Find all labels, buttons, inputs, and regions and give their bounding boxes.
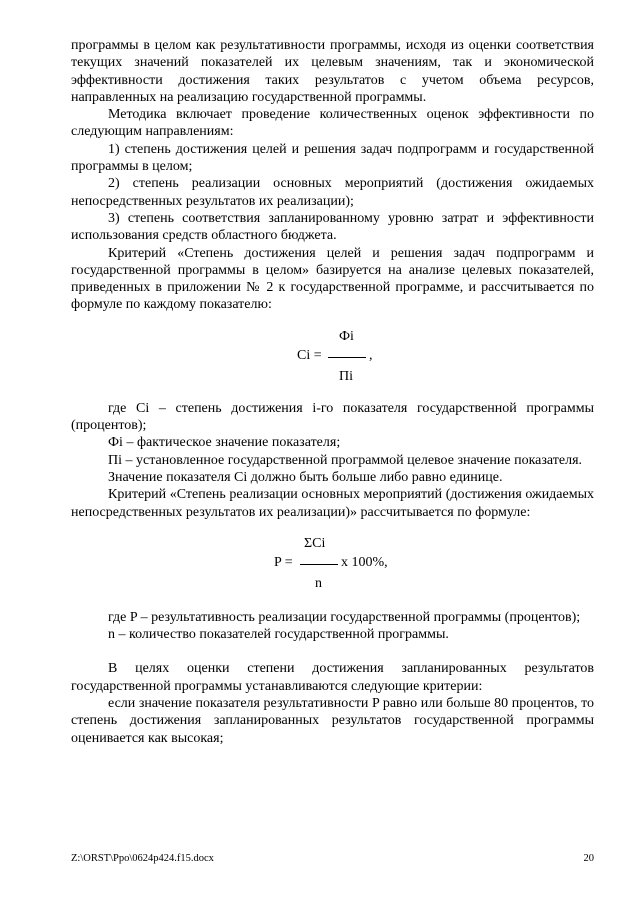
document-body [71, 37, 594, 747]
formula-denominator: n [315, 575, 322, 591]
paragraph: если значение показателя результативности P равно или больше 80 процентов, то степень достижения запланированных результатов государственной программы оценивается как высокая; [71, 696, 594, 746]
paragraph: Методика включает проведение количественных оценок эффективности по следующим направлениям: [71, 107, 594, 140]
formula-numerator: Фi [339, 328, 354, 344]
formula-lhs: P = [274, 554, 293, 570]
paragraph: n – количество показателей государственной программы. [108, 627, 449, 643]
page-number: 20 [583, 853, 594, 864]
formula-ci [71, 314, 594, 400]
formula-p [71, 521, 594, 609]
fraction-bar [328, 357, 366, 358]
list-item: 2) степень реализации основных мероприятий (достижения ожидаемых непосредственных результатов их реализации); [71, 176, 594, 209]
paragraph: Фi – фактическое значение показателя; [108, 435, 341, 451]
formula-tail: x 100%, [341, 554, 388, 570]
file-path: Z:\ORST\Ppo\0624p424.f15.docx [71, 853, 214, 864]
formula-numerator: ΣCi [304, 535, 326, 551]
paragraph: Критерий «Степень реализации основных мероприятий (достижения ожидаемых непосредственных результатов их реализации)» рассчитывается по формуле: [71, 487, 594, 520]
fraction-bar [300, 564, 338, 565]
paragraph: Критерий «Степень достижения целей и решения задач подпрограмм и государственной программы в целом» базируется на анализе целевых показателей, приведенных в приложении № 2 к государственной программе, и рассчитывается по формуле по каждому показателю: [71, 245, 594, 313]
formula-tail: , [369, 347, 373, 363]
paragraph: В целях оценки степени достижения запланированных результатов государственной программы устанавливаются следующие критерии: [71, 661, 594, 694]
paragraph: программы в целом как результативности программы, исходя из оценки соответствия текущих значений показателей их целевым значениям, так и экономической эффективности достижения таких результатов с учетом объема ресурсов, направленных на реализацию государственной программы. [71, 38, 594, 105]
paragraph: Пi – установленное государственной программой целевое значение показателя. [108, 452, 583, 468]
formula-lhs: Ci = [297, 347, 322, 363]
list-item: 1) степень достижения целей и решения задач подпрограмм и государственной программы в целом; [71, 141, 594, 175]
spacer [71, 643, 594, 660]
paragraph: где Ci – степень достижения i-го показателя государственной программы (процентов); [71, 400, 594, 434]
paragraph: где P – результативность реализации государственной программы (процентов); [108, 609, 581, 625]
list-item: 3) степень соответствия запланированному уровню затрат и эффективности использования средств областного бюджета. [71, 210, 594, 244]
formula-denominator: Пi [339, 368, 353, 384]
paragraph: Значение показателя Ci должно быть больше либо равно единице. [108, 469, 503, 485]
